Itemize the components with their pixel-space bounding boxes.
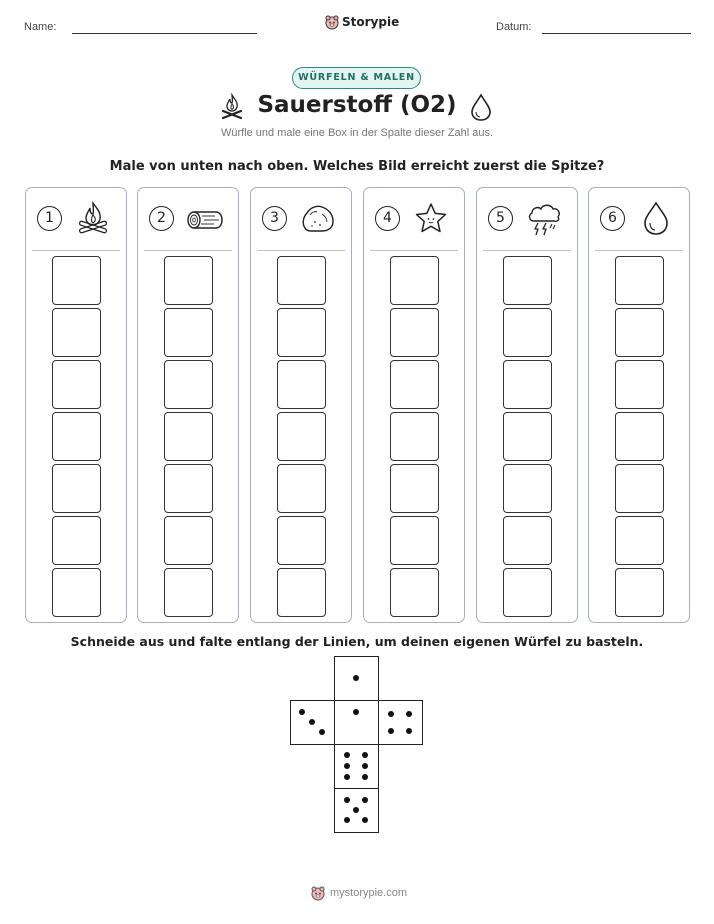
coloring-box[interactable]	[615, 568, 664, 617]
campfire-icon	[73, 200, 113, 238]
coloring-box[interactable]	[164, 412, 213, 461]
coloring-box[interactable]	[615, 308, 664, 357]
coloring-box[interactable]	[164, 568, 213, 617]
coloring-box[interactable]	[164, 516, 213, 565]
header	[0, 14, 714, 44]
die-pip	[353, 675, 359, 681]
coloring-box[interactable]	[390, 516, 439, 565]
coloring-box[interactable]	[390, 360, 439, 409]
die-pip	[344, 763, 350, 769]
logo-text: Storypie	[342, 15, 400, 29]
column-number: 1	[37, 206, 62, 231]
storm-cloud-icon	[524, 200, 564, 238]
mascot-icon	[324, 14, 340, 30]
die-pip	[362, 817, 368, 823]
coloring-box[interactable]	[52, 360, 101, 409]
page-title: Sauerstoff (O2)	[257, 92, 457, 118]
die-pip	[406, 711, 412, 717]
column-header	[26, 188, 126, 250]
column-header	[251, 188, 351, 250]
footer	[310, 885, 407, 901]
column-divider	[257, 250, 345, 251]
dice-columns	[25, 187, 690, 623]
die-pip	[344, 774, 350, 780]
coloring-box[interactable]	[52, 516, 101, 565]
coloring-box[interactable]	[390, 256, 439, 305]
coloring-box[interactable]	[164, 360, 213, 409]
column-1	[25, 187, 127, 623]
coloring-box[interactable]	[390, 464, 439, 513]
coloring-box[interactable]	[390, 568, 439, 617]
die-pip	[309, 719, 315, 725]
coloring-box[interactable]	[277, 464, 326, 513]
coloring-box[interactable]	[52, 412, 101, 461]
coloring-box[interactable]	[615, 516, 664, 565]
log-icon	[185, 200, 225, 238]
die-face-4	[378, 700, 423, 745]
column-number: 3	[262, 206, 287, 231]
cut-instruction: Schneide aus und falte entlang der Linien, um deinen eigenen Würfel zu basteln.	[70, 634, 644, 649]
coloring-box[interactable]	[503, 256, 552, 305]
column-divider	[483, 250, 571, 251]
coloring-box[interactable]	[52, 308, 101, 357]
coloring-box[interactable]	[615, 412, 664, 461]
column-header	[364, 188, 464, 250]
column-number: 5	[488, 206, 513, 231]
title-row	[0, 90, 714, 126]
activity-badge: WÜRFELN & MALEN	[292, 67, 421, 89]
column-header	[138, 188, 238, 250]
coloring-box[interactable]	[52, 568, 101, 617]
coloring-box[interactable]	[615, 464, 664, 513]
die-pip	[344, 752, 350, 758]
date-line	[542, 33, 691, 34]
die-face-6	[334, 744, 379, 789]
column-5	[476, 187, 578, 623]
die-face-3	[290, 700, 335, 745]
coloring-box[interactable]	[52, 464, 101, 513]
coloring-box[interactable]	[503, 360, 552, 409]
die-pip	[362, 797, 368, 803]
coloring-box[interactable]	[390, 308, 439, 357]
name-label: Name:	[24, 21, 57, 33]
die-pip	[353, 807, 359, 813]
coloring-box[interactable]	[503, 412, 552, 461]
coloring-box[interactable]	[164, 308, 213, 357]
rock-icon	[298, 200, 338, 238]
coloring-box[interactable]	[52, 256, 101, 305]
coloring-box[interactable]	[277, 308, 326, 357]
die-pip	[362, 763, 368, 769]
column-divider	[595, 250, 683, 251]
star-icon	[411, 200, 451, 238]
coloring-box[interactable]	[503, 568, 552, 617]
die-face-1	[334, 656, 379, 701]
instruction: Male von unten nach oben. Welches Bild erreicht zuerst die Spitze?	[109, 159, 605, 174]
coloring-box[interactable]	[277, 412, 326, 461]
date-label: Datum:	[496, 21, 532, 33]
column-number: 4	[375, 206, 400, 231]
column-header	[589, 188, 689, 250]
die-pip	[362, 752, 368, 758]
column-6	[588, 187, 690, 623]
column-divider	[370, 250, 458, 251]
coloring-box[interactable]	[503, 308, 552, 357]
storypie-logo	[324, 14, 399, 30]
column-number: 6	[600, 206, 625, 231]
column-3	[250, 187, 352, 623]
water-drop-icon	[636, 200, 676, 238]
coloring-box[interactable]	[615, 360, 664, 409]
coloring-box[interactable]	[503, 516, 552, 565]
die-face-1	[334, 700, 379, 745]
coloring-box[interactable]	[615, 256, 664, 305]
coloring-box[interactable]	[277, 360, 326, 409]
die-face-5	[334, 788, 379, 833]
die-pip	[388, 711, 394, 717]
coloring-box[interactable]	[503, 464, 552, 513]
die-pip	[299, 709, 305, 715]
subtitle: Würfle und male eine Box in der Spalte dieser Zahl aus.	[220, 127, 494, 139]
column-number: 2	[149, 206, 174, 231]
name-line	[72, 33, 257, 34]
die-pip	[319, 729, 325, 735]
die-pip	[388, 728, 394, 734]
footer-url[interactable]: mystorypie.com	[330, 887, 408, 899]
coloring-box[interactable]	[277, 256, 326, 305]
coloring-box[interactable]	[277, 516, 326, 565]
water-drop-icon	[467, 92, 495, 122]
die-pip	[362, 774, 368, 780]
coloring-box[interactable]	[164, 464, 213, 513]
die-pip	[406, 728, 412, 734]
column-4	[363, 187, 465, 623]
column-divider	[144, 250, 232, 251]
die-pip	[344, 797, 350, 803]
die-pip	[344, 817, 350, 823]
column-header	[477, 188, 577, 250]
die-pip	[353, 709, 359, 715]
mascot-icon	[310, 885, 326, 901]
coloring-box[interactable]	[390, 412, 439, 461]
coloring-box[interactable]	[164, 256, 213, 305]
coloring-box[interactable]	[277, 568, 326, 617]
column-2	[137, 187, 239, 623]
column-divider	[32, 250, 120, 251]
